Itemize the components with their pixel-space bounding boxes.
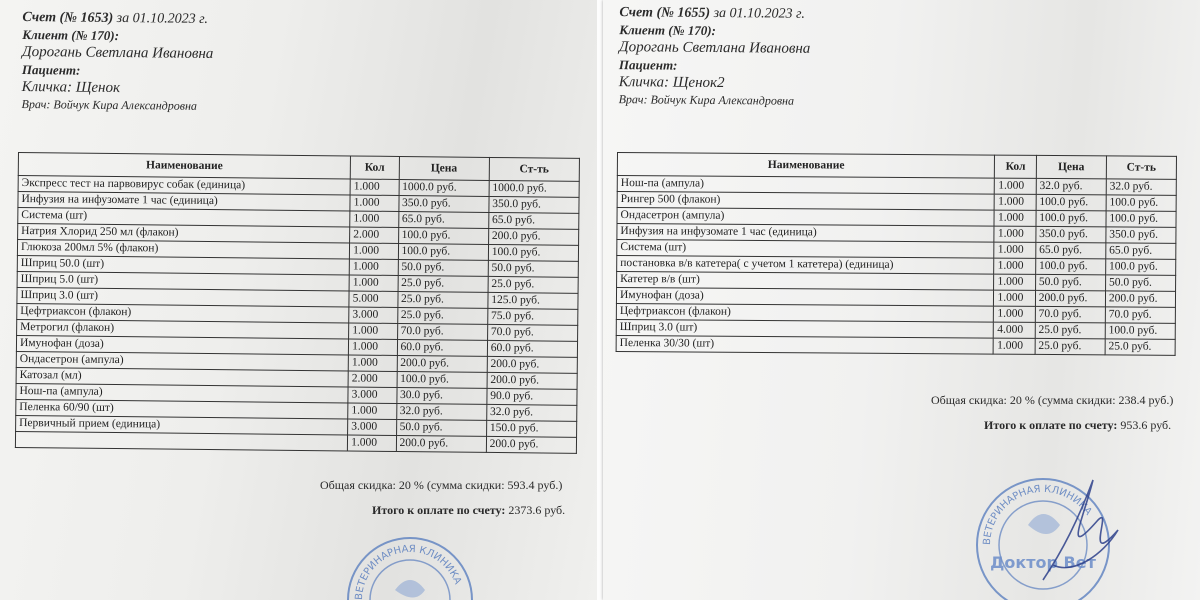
invoice-header: [619, 4, 811, 108]
cell-quantity: 1.000: [349, 259, 398, 276]
cell-item-name: Нош-па (ампула): [617, 176, 995, 195]
cell-item-name: Первичный прием (единица): [16, 415, 348, 434]
client-label: Клиент (№ 170):: [619, 21, 716, 38]
cell-item-name: Система (шт): [18, 208, 350, 227]
cell-amount: 100.0 руб.: [488, 244, 578, 261]
cell-price: 200.0 руб.: [396, 435, 486, 452]
column-header-total: Ст-ть: [1106, 156, 1176, 179]
cell-item-name: постановка в/в катетера( с учетом 1 катетера) (единица): [617, 256, 995, 275]
invoice-title: [619, 4, 810, 23]
cell-amount: 50.0 руб.: [1105, 275, 1175, 291]
patient-label: Пациент:: [618, 56, 678, 73]
invoice-header: [21, 9, 213, 113]
cell-item-name: Катозал (мл): [16, 367, 348, 386]
client-label: Клиент (№ 170):: [22, 26, 120, 43]
cell-quantity: 3.000: [348, 387, 397, 404]
cell-price: 350.0 руб.: [398, 195, 488, 212]
cell-price: 100.0 руб.: [398, 243, 488, 260]
cell-price: 200.0 руб.: [397, 355, 487, 372]
cell-price: 100.0 руб.: [1036, 194, 1106, 210]
cell-item-name: Система (шт): [617, 240, 995, 259]
svg-text:ВЕТЕРИНАРНАЯ КЛИНИКА: ВЕТЕРИНАРНАЯ КЛИНИКА: [353, 543, 464, 600]
cell-price: 25.0 руб.: [397, 307, 487, 324]
cell-quantity: 1.000: [994, 226, 1035, 242]
signature: [1023, 460, 1133, 600]
invoice-number: Счет (№ 1655): [619, 5, 711, 21]
cell-amount: 200.0 руб.: [487, 356, 577, 373]
cell-item-name: Цефтриаксон (флакон): [616, 303, 994, 322]
cell-amount: 200.0 руб.: [487, 372, 577, 389]
cell-quantity: 1.000: [350, 211, 399, 228]
invoice-sheet-left: [0, 0, 597, 600]
cell-amount: 100.0 руб.: [1106, 195, 1176, 211]
invoice-number: Счет (№ 1653): [22, 10, 114, 26]
cell-amount: 32.0 руб.: [486, 404, 576, 421]
cell-amount: 350.0 руб.: [1106, 227, 1176, 243]
cell-price: 70.0 руб.: [397, 323, 487, 340]
cell-quantity: 1.000: [995, 178, 1036, 194]
cell-quantity: 1.000: [350, 195, 399, 212]
cell-price: 65.0 руб.: [398, 211, 488, 228]
cell-item-name: Экспресс тест на парвовирус собак (единица): [18, 176, 350, 195]
cell-amount: 65.0 руб.: [488, 212, 578, 229]
cell-price: 100.0 руб.: [398, 227, 488, 244]
cell-amount: 100.0 руб.: [1106, 259, 1176, 275]
cell-item-name: Ондасетрон (ампула): [617, 208, 995, 227]
cell-price: 50.0 руб.: [1035, 274, 1105, 290]
cell-quantity: 1.000: [350, 243, 399, 260]
cell-amount: 100.0 руб.: [1106, 211, 1176, 227]
cell-amount: 200.0 руб.: [488, 228, 578, 245]
cell-price: 30.0 руб.: [396, 387, 486, 404]
cell-price: 50.0 руб.: [396, 419, 486, 436]
cell-price: 100.0 руб.: [397, 371, 487, 388]
cell-price: 25.0 руб.: [398, 275, 488, 292]
client-name: Дорогань Светлана Ивановна: [619, 38, 811, 57]
cell-quantity: 5.000: [349, 291, 398, 308]
svg-text:ВЕТЕРИНАРНАЯ КЛИНИКА: ВЕТЕРИНАРНАЯ КЛИНИКА: [981, 483, 1094, 546]
column-header-qty: Кол: [350, 156, 399, 180]
discount-line: Общая скидка: 20 % (сумма скидки: 238.4 руб.): [931, 393, 1174, 407]
total-line: [372, 503, 565, 518]
cell-quantity: 1.000: [350, 179, 399, 196]
cell-amount: 100.0 руб.: [1105, 323, 1175, 339]
cell-item-name: Метрогил (флакон): [17, 319, 349, 338]
items-table: [616, 152, 1177, 356]
cell-quantity: 1.000: [348, 403, 397, 420]
cell-quantity: 1.000: [994, 338, 1035, 354]
cell-amount: 60.0 руб.: [487, 340, 577, 357]
cell-amount: 125.0 руб.: [488, 292, 578, 309]
cell-amount: 75.0 руб.: [487, 308, 577, 325]
cell-item-name: Инфузия на инфузомате 1 час (единица): [18, 192, 350, 211]
cell-price: 32.0 руб.: [1036, 178, 1106, 194]
cell-quantity: 2.000: [348, 371, 397, 388]
cell-amount: 25.0 руб.: [1105, 339, 1175, 355]
cell-price: 350.0 руб.: [1036, 226, 1106, 242]
cell-quantity: 1.000: [348, 355, 397, 372]
cell-amount: 90.0 руб.: [487, 388, 577, 405]
cell-quantity: 1.000: [994, 290, 1035, 306]
cell-item-name: Шприц 3.0 (шт): [17, 287, 349, 306]
total-value: 953.6 руб.: [1120, 418, 1172, 432]
cell-quantity: 1.000: [995, 194, 1036, 210]
cell-item-name: Имунофан (доза): [16, 335, 348, 354]
cell-price: 100.0 руб.: [1036, 210, 1106, 226]
total-line: [984, 418, 1171, 433]
total-label: Итого к оплате по счету:: [372, 503, 506, 517]
patient-label: Пациент:: [21, 61, 81, 78]
invoice-sheet-right: [603, 0, 1200, 600]
cell-amount: 1000.0 руб.: [489, 180, 579, 197]
cell-amount: 25.0 руб.: [488, 276, 578, 293]
cell-quantity: 1.000: [994, 242, 1035, 258]
cell-quantity: 1.000: [349, 339, 398, 356]
cell-price: 25.0 руб.: [397, 291, 487, 308]
cell-item-name: Шприц 3.0 (шт): [616, 319, 994, 338]
cell-quantity: 3.000: [349, 307, 398, 324]
pet-nickname: Кличка: Щенок: [21, 78, 121, 96]
cell-amount: 70.0 руб.: [487, 324, 577, 341]
pet-nickname: Кличка: Щенок2: [618, 73, 725, 91]
cell-quantity: 2.000: [350, 227, 399, 244]
cell-item-name: Шприц 5.0 (шт): [17, 271, 349, 290]
cell-amount: 150.0 руб.: [486, 420, 576, 437]
cell-price: 25.0 руб.: [1035, 322, 1105, 338]
cell-quantity: 1.000: [349, 275, 398, 292]
cell-quantity: 1.000: [349, 323, 398, 340]
invoice-date: за 01.10.2023 г.: [116, 10, 209, 27]
doctor-name: Врач: Войчук Кира Александровна: [618, 91, 795, 108]
cell-item-name: Рингер 500 (флакон): [617, 192, 995, 211]
cell-price: 65.0 руб.: [1036, 242, 1106, 258]
cell-quantity: 4.000: [994, 322, 1035, 338]
cell-item-name: Ондасетрон (ампула): [16, 351, 348, 370]
cell-amount: 200.0 руб.: [486, 436, 576, 453]
cell-amount: 350.0 руб.: [489, 196, 579, 213]
invoice-title: [22, 9, 213, 29]
cell-price: 32.0 руб.: [396, 403, 486, 420]
column-header-total: Ст-ть: [489, 157, 579, 181]
total-value: 2373.6 руб.: [508, 503, 566, 517]
cell-item-name: Глюкоза 200мл 5% (флакон): [17, 240, 349, 259]
invoice-date: за 01.10.2023 г.: [713, 5, 805, 22]
column-header-name: Наименование: [617, 153, 995, 179]
cell-price: 60.0 руб.: [397, 339, 487, 356]
cell-quantity: 3.000: [348, 419, 397, 436]
cell-item-name: Катетер в/в (шт): [617, 272, 995, 291]
cell-amount: 200.0 руб.: [1105, 291, 1175, 307]
column-header-name: Наименование: [18, 153, 350, 179]
client-name: Дорогань Светлана Ивановна: [22, 43, 214, 62]
column-header-qty: Кол: [995, 155, 1036, 178]
cell-amount: 65.0 руб.: [1106, 243, 1176, 259]
items-table: [15, 152, 580, 454]
total-label: Итого к оплате по счету:: [984, 418, 1118, 432]
cell-quantity: 1.000: [994, 274, 1035, 290]
cell-item-name: Натрия Хлорид 250 мл (флакон): [18, 224, 350, 243]
cell-quantity: 1.000: [994, 258, 1035, 274]
cell-item-name: Цефтриаксон (флакон): [17, 303, 349, 322]
cell-quantity: 1.000: [348, 435, 397, 452]
clinic-stamp: [340, 530, 480, 600]
cell-price: 25.0 руб.: [1035, 338, 1105, 354]
svg-text:Доктор Вет: Доктор Вет: [990, 553, 1096, 572]
cell-price: 200.0 руб.: [1035, 290, 1105, 306]
cell-item-name: [15, 431, 347, 450]
cell-price: 1000.0 руб.: [399, 179, 489, 196]
cell-quantity: 1.000: [994, 306, 1035, 322]
cell-amount: 32.0 руб.: [1106, 179, 1176, 195]
cell-item-name: Имунофан (доза): [616, 288, 994, 307]
cell-amount: 70.0 руб.: [1105, 307, 1175, 323]
doctor-name: Врач: Войчук Кира Александровна: [21, 96, 198, 113]
column-header-price: Цена: [1036, 155, 1106, 178]
cell-item-name: Шприц 50.0 (шт): [17, 255, 349, 274]
cell-item-name: Нош-па (ампула): [16, 383, 348, 402]
cell-quantity: 1.000: [994, 210, 1035, 226]
discount-line: Общая скидка: 20 % (сумма скидки: 593.4 руб.): [320, 478, 563, 492]
cell-item-name: Пеленка 60/90 (шт): [16, 399, 348, 418]
cell-price: 70.0 руб.: [1035, 306, 1105, 322]
table-row: [616, 335, 1175, 355]
cell-item-name: Инфузия на инфузомате 1 час (единица): [617, 224, 995, 243]
column-header-price: Цена: [399, 156, 489, 180]
cell-price: 100.0 руб.: [1035, 258, 1105, 274]
cell-price: 50.0 руб.: [398, 259, 488, 276]
cell-amount: 50.0 руб.: [488, 260, 578, 277]
cell-item-name: Пеленка 30/30 (шт): [616, 335, 994, 354]
